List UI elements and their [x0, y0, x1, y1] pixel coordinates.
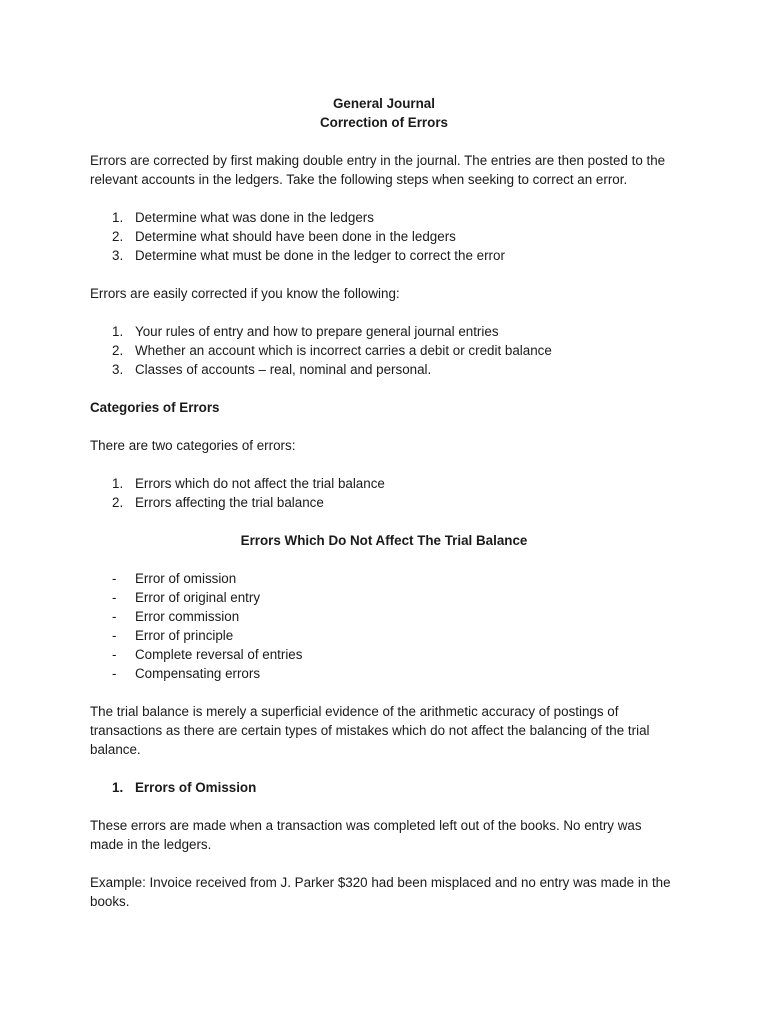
list-item: 1. Your rules of entry and how to prepare general journal entries: [112, 324, 499, 339]
list-item: 3. Classes of accounts – real, nominal and personal.: [112, 362, 432, 377]
categories-heading: Categories of Errors: [90, 400, 220, 415]
categories-intro: There are two categories of errors:: [90, 438, 296, 453]
list-item: - Error of omission: [112, 571, 237, 586]
list-item: 2. Determine what should have been done in the ledgers: [112, 229, 456, 244]
know-intro: Errors are easily corrected if you know the following:: [90, 286, 400, 301]
omission-heading-list: [90, 778, 678, 797]
list-item: - Complete reversal of entries: [112, 647, 303, 662]
list-item: - Error of principle: [112, 628, 234, 643]
no-affect-list: [90, 569, 678, 683]
list-item: 2. Errors affecting the trial balance: [112, 495, 324, 510]
no-affect-heading: Errors Which Do Not Affect The Trial Balance: [240, 533, 528, 548]
trial-balance-paragraph: The trial balance is merely a superficial evidence of the arithmetic accuracy of postings of transactions as there are certain types of mistakes which do not affect the balancing of the trial balance.: [90, 704, 650, 757]
list-item: 1. Errors which do not affect the trial balance: [112, 476, 385, 491]
list-item: - Error of original entry: [112, 590, 261, 605]
steps-list: [90, 208, 678, 265]
list-item: 2. Whether an account which is incorrect carries a debit or credit balance: [112, 343, 552, 358]
example-paragraph: Example: Invoice received from J. Parker $320 had been misplaced and no entry was made in the books.: [90, 875, 671, 909]
list-item: - Error commission: [112, 609, 240, 624]
know-list: [90, 322, 678, 379]
list-item: 1. Determine what was done in the ledgers: [112, 210, 374, 225]
intro-paragraph: Errors are corrected by first making double entry in the journal. The entries are then posted to the relevant accounts in the ledgers. Take the following steps when seeking to correct an error.: [90, 153, 666, 187]
list-item: 3. Determine what must be done in the ledger to correct the error: [112, 248, 505, 263]
list-item: - Compensating errors: [112, 666, 261, 681]
document-title: General Journal: [333, 96, 435, 111]
document-subtitle: Correction of Errors: [320, 115, 448, 130]
omission-heading: 1. Errors of Omission: [112, 780, 257, 795]
categories-list: [90, 474, 678, 512]
omission-paragraph: These errors are made when a transaction was completed left out of the books. No entry was made in the ledgers.: [90, 818, 642, 852]
